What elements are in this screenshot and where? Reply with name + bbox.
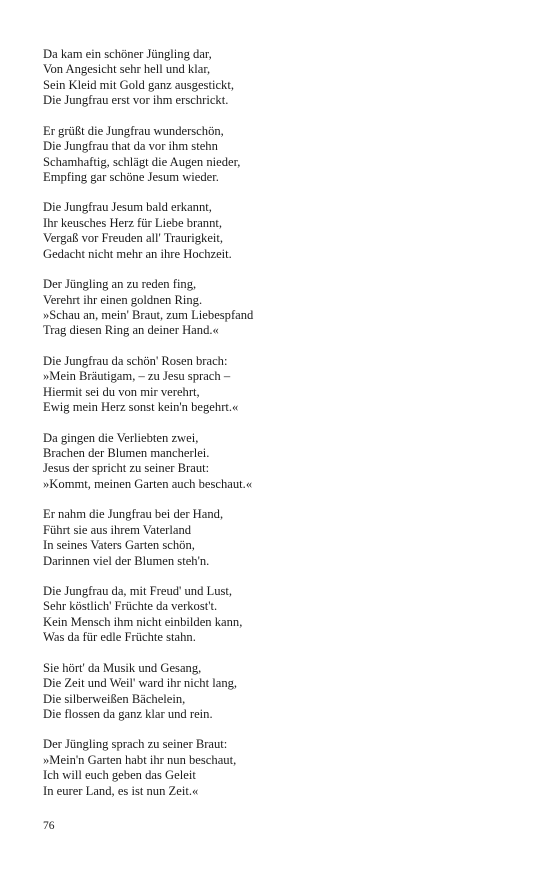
verse-line: Ich will euch geben das Geleit bbox=[43, 768, 196, 783]
stanza bbox=[43, 200, 513, 262]
verse-line: Ihr keusches Herz für Liebe brannt, bbox=[43, 215, 223, 230]
verse-line: Gedacht nicht mehr an ihre Hochzeit. bbox=[43, 246, 232, 261]
verse-line: In eurer Land, es ist nun Zeit.« bbox=[43, 783, 199, 798]
poem-body bbox=[43, 47, 513, 814]
verse-line: Die Jungfrau da schön' Rosen brach: bbox=[43, 353, 228, 368]
verse-line: Verehrt ihr einen goldnen Ring. bbox=[43, 292, 203, 307]
verse-line: Er grüßt die Jungfrau wunderschön, bbox=[43, 123, 224, 138]
verse-line: Sie hört' da Musik und Gesang, bbox=[43, 660, 202, 675]
verse-line: Da gingen die Verliebten zwei, bbox=[43, 430, 199, 445]
verse-line: Von Angesicht sehr hell und klar, bbox=[43, 62, 211, 77]
verse-line: Die Jungfrau da, mit Freud' und Lust, bbox=[43, 584, 233, 599]
verse-line: Jesus der spricht zu seiner Braut: bbox=[43, 461, 210, 476]
stanza bbox=[43, 584, 513, 646]
verse-line: Kein Mensch ihm nicht einbilden kann, bbox=[43, 614, 243, 629]
verse-line: In seines Vaters Garten schön, bbox=[43, 538, 195, 553]
verse-line: Hiermit sei du von mir verehrt, bbox=[43, 384, 200, 399]
stanza bbox=[43, 507, 513, 569]
verse-line: Führt sie aus ihrem Vaterland bbox=[43, 522, 192, 537]
stanza bbox=[43, 354, 513, 416]
verse-line: »Mein Bräutigam, – zu Jesu sprach – bbox=[43, 369, 231, 384]
stanza bbox=[43, 661, 513, 723]
verse-line: Sehr köstlich' Früchte da verkost't. bbox=[43, 599, 218, 614]
verse-line: »Schau an, mein' Braut, zum Liebespfand bbox=[43, 307, 254, 322]
verse-line: »Kommt, meinen Garten auch beschaut.« bbox=[43, 476, 253, 491]
verse-line: Vergaß vor Freuden all' Traurigkeit, bbox=[43, 231, 224, 246]
page-number: 76 bbox=[43, 820, 55, 832]
verse-line: Die Zeit und Weil' ward ihr nicht lang, bbox=[43, 676, 238, 691]
stanza bbox=[43, 47, 513, 109]
verse-line: Der Jüngling an zu reden fing, bbox=[43, 277, 197, 292]
verse-line: Was da für edle Früchte stahn. bbox=[43, 630, 196, 645]
verse-line: Darinnen viel der Blumen steh'n. bbox=[43, 553, 210, 568]
verse-line: Die silberweißen Bächelein, bbox=[43, 691, 186, 706]
verse-line: Trag diesen Ring an deiner Hand.« bbox=[43, 323, 219, 338]
stanza bbox=[43, 431, 513, 493]
stanza bbox=[43, 277, 513, 339]
stanza bbox=[43, 124, 513, 186]
verse-line: Die flossen da ganz klar und rein. bbox=[43, 706, 213, 721]
verse-line: Er nahm die Jungfrau bei der Hand, bbox=[43, 507, 224, 522]
verse-line: Die Jungfrau erst vor ihm erschrickt. bbox=[43, 93, 229, 108]
verse-line: Die Jungfrau Jesum bald erkannt, bbox=[43, 200, 212, 215]
verse-line: Sein Kleid mit Gold ganz ausgestickt, bbox=[43, 77, 234, 92]
verse-line: Schamhaftig, schlägt die Augen nieder, bbox=[43, 154, 241, 169]
verse-line: Empfing gar schöne Jesum wieder. bbox=[43, 169, 219, 184]
verse-line: Ewig mein Herz sonst kein'n begehrt.« bbox=[43, 400, 239, 415]
stanza bbox=[43, 737, 513, 799]
verse-line: Brachen der Blumen mancherlei. bbox=[43, 446, 210, 460]
verse-line: Da kam ein schöner Jüngling dar, bbox=[43, 47, 212, 61]
verse-line: »Mein'n Garten habt ihr nun beschaut, bbox=[43, 752, 237, 767]
verse-line: Der Jüngling sprach zu seiner Braut: bbox=[43, 737, 228, 752]
verse-line: Die Jungfrau that da vor ihm stehn bbox=[43, 139, 218, 154]
